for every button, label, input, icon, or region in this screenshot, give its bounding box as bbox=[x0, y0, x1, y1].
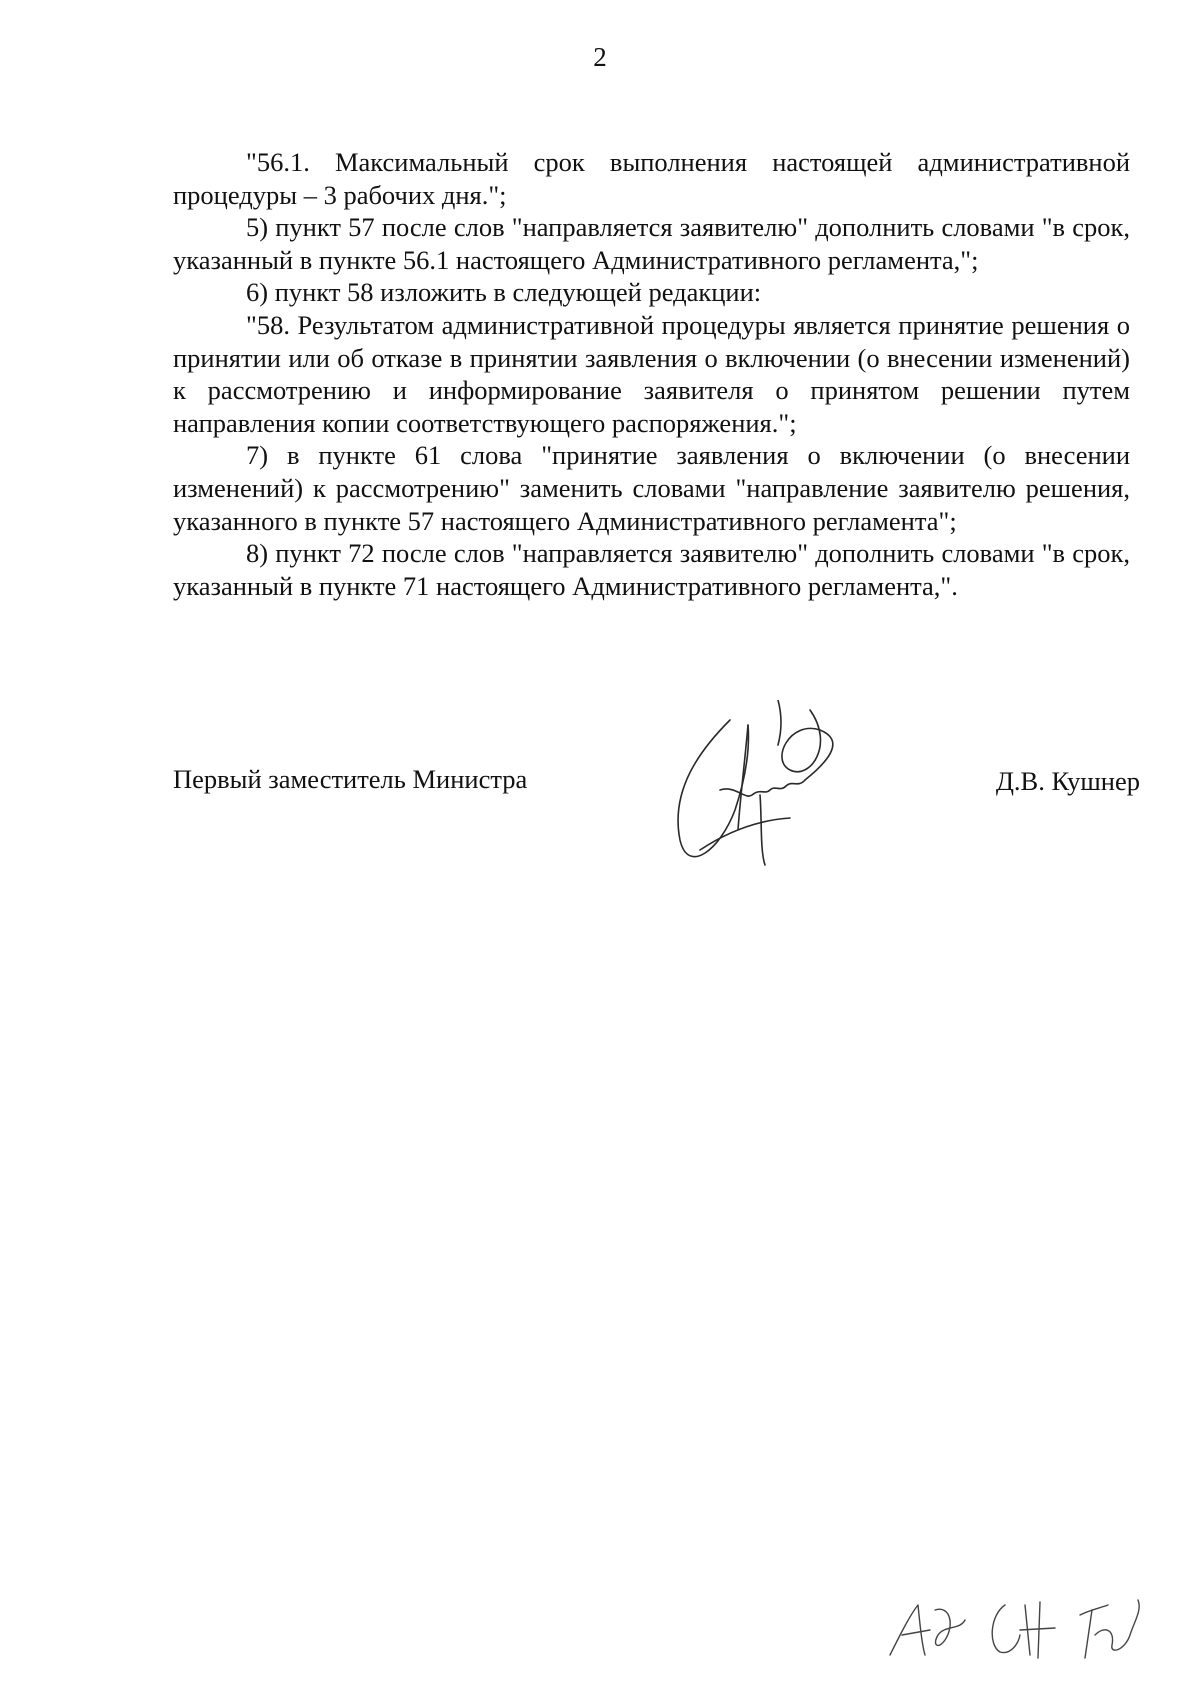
handwritten-signature-icon bbox=[660, 700, 890, 880]
paragraph-56-1: "56.1. Максимальный срок выполнения настоящей административной процедуры – 3 рабочих дня."; bbox=[173, 147, 1130, 210]
page-number: 2 bbox=[593, 42, 607, 72]
paragraph-58: "58. Результатом административной процедуры является принятие решения о принятии или об отказе в принятии заявления о включении (о внесении изменений) к рассмотрению и информирование заявителя о принятом решении путем направления копии соответствующего распоряжения."; bbox=[173, 309, 1130, 438]
paragraph-item-5: 5) пункт 57 после слов "направляется заявителю" дополнить словами "в срок, указанный в пункте 56.1 настоящего Административного регламента,"; bbox=[173, 212, 1130, 275]
document-body bbox=[173, 146, 1130, 602]
handwritten-initials-icon bbox=[880, 1590, 1150, 1670]
paragraph-item-8: 8) пункт 72 после слов "направляется заявителю" дополнить словами "в срок, указанный в пункте 71 настоящего Административного регламента,". bbox=[173, 538, 1130, 601]
paragraph-item-6: 6) пункт 58 изложить в следующей редакции: bbox=[246, 277, 762, 308]
paragraph-item-7: 7) в пункте 61 слова "принятие заявления о включении (о внесении изменений) к рассмотрению" заменить словами "направление заявителю решения, указанного в пункте 57 настоящего Административного регламента"; bbox=[173, 440, 1130, 536]
signatory-name: Д.В. Кушнер bbox=[995, 766, 1140, 796]
signatory-title: Первый заместитель Министра bbox=[173, 764, 528, 794]
